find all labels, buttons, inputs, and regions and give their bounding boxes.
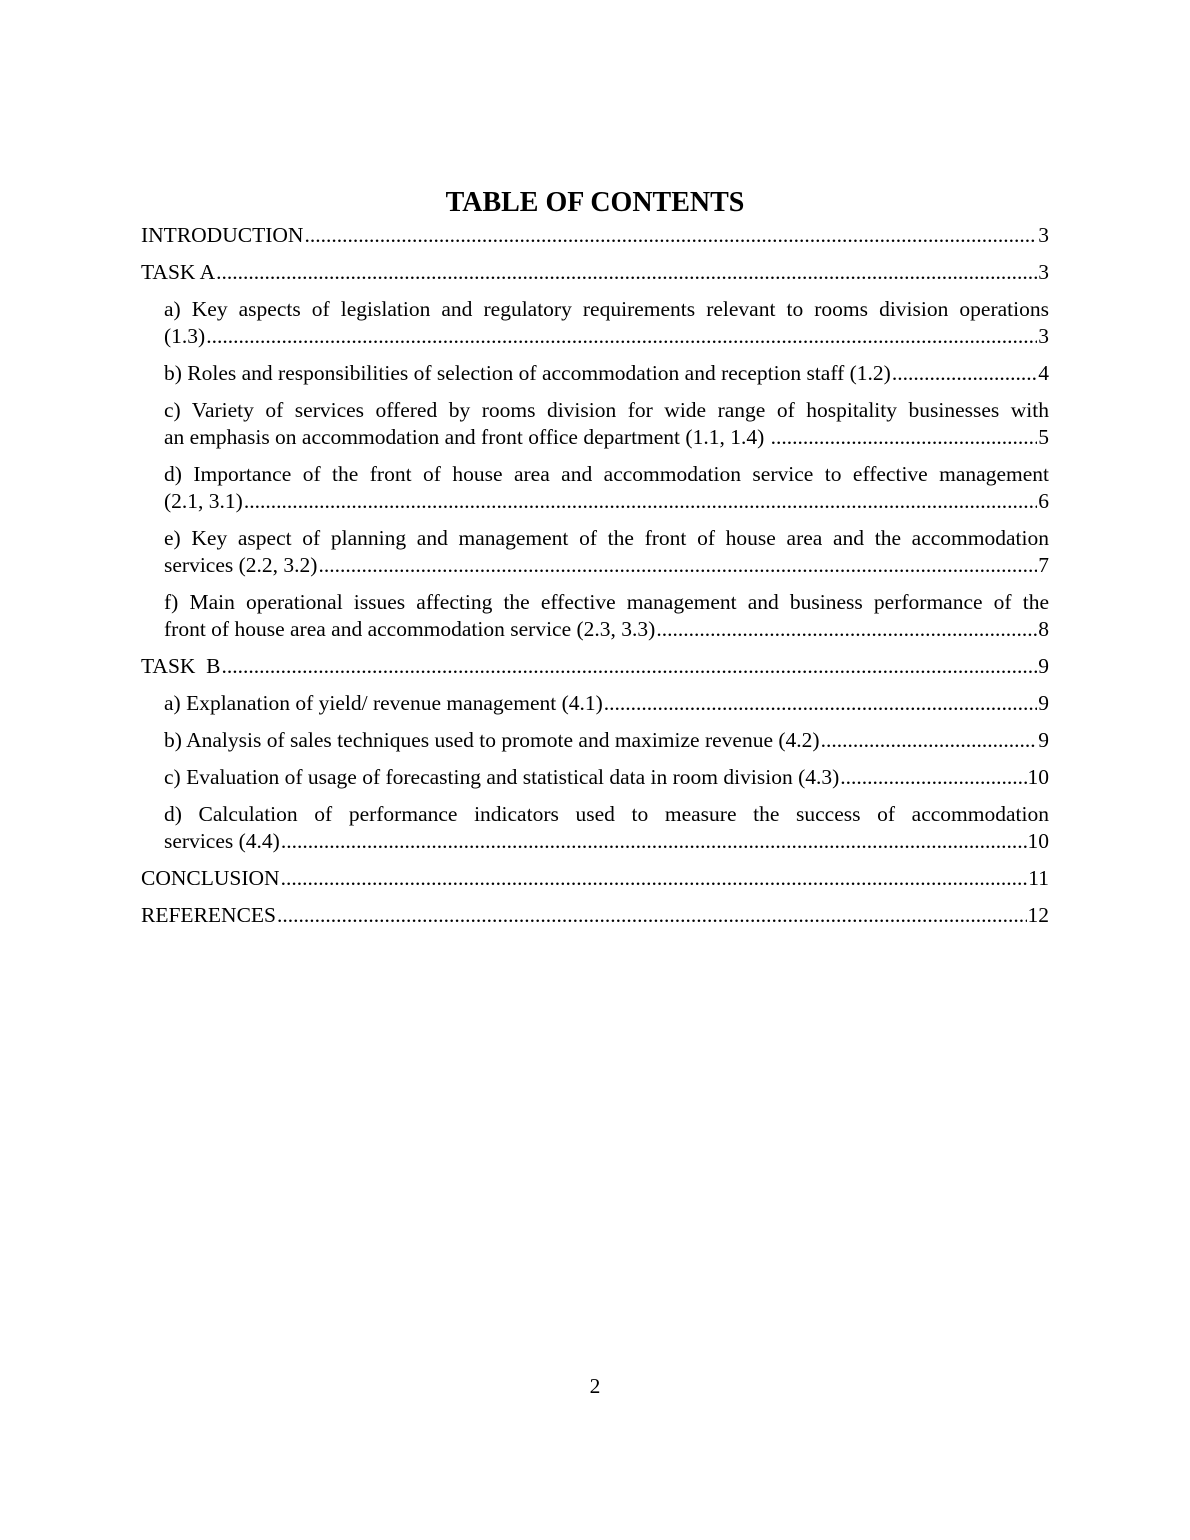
dot-leader [277,902,1027,929]
toc-entry-label: CONCLUSION [141,866,280,890]
toc-entry-page: 12 [1027,903,1049,927]
toc-entry-label: TASK A [141,260,216,284]
toc-entry-task-a-f[interactable] [141,589,1049,643]
dot-leader [244,488,1037,515]
toc-entry-task-b-a[interactable] [141,690,1049,717]
toc-entry-page: 10 [1027,765,1049,789]
toc-entry-page: 9 [1038,654,1049,678]
toc-entry-label: TASK B [141,654,221,678]
toc-entry-task-a-a[interactable] [141,296,1049,350]
toc-entry-page: 4 [1038,361,1049,385]
dot-leader [821,727,1038,754]
toc-entry-label-line1: f) Main operational issues affecting the effective management and business performance of the [164,590,1049,614]
toc-entry-page: 3 [1038,260,1049,284]
toc-entry-label-line1: a) Key aspects of legislation and regulatory requirements relevant to rooms division operations [164,297,1049,321]
toc-entry-page: 8 [1038,617,1049,641]
toc-entry-page: 9 [1038,728,1049,752]
toc-entry-label-line1: d) Calculation of performance indicators used to measure the success of accommodation [164,802,1049,826]
dot-leader [304,222,1037,249]
toc-entry-label: b) Roles and responsibilities of selection of accommodation and reception staff (1.2) [164,361,891,385]
dot-leader [281,865,1028,892]
toc-entry-label-line2: services (2.2, 3.2) [164,553,318,577]
toc-entry-label: a) Explanation of yield/ revenue management (4.1) [164,691,603,715]
toc-entry-page: 6 [1038,489,1049,513]
toc-entry-task-b-d[interactable] [141,801,1049,855]
dot-leader [840,764,1026,791]
toc-entry-task-a-d[interactable] [141,461,1049,515]
toc-entry-label-line1: e) Key aspect of planning and management of the front of house area and the accommodation [164,526,1049,550]
toc-entry-label-line1: d) Importance of the front of house area and accommodation service to effective management [164,462,1049,486]
dot-leader [604,690,1037,717]
toc-entry-task-b-c[interactable] [141,764,1049,791]
toc-entry-task-a-e[interactable] [141,525,1049,579]
toc-entry-task-a-b[interactable] [141,360,1049,387]
toc-entry-task-a[interactable] [141,259,1049,286]
toc-entry-label: INTRODUCTION [141,223,304,247]
toc-entry-page: 3 [1038,223,1049,247]
toc-entry-page: 10 [1027,829,1049,853]
toc-entry-page: 7 [1038,553,1049,577]
dot-leader [216,259,1037,286]
toc-entry-label-line1: c) Variety of services offered by rooms division for wide range of hospitality businesses with [164,398,1049,422]
toc-entry-label-line2: an emphasis on accommodation and front office department (1.1, 1.4) [164,425,770,449]
dot-leader [656,616,1037,643]
toc-entry-task-b-b[interactable] [141,727,1049,754]
toc-entry-page: 9 [1038,691,1049,715]
toc-entry-label-line2: services (4.4) [164,829,280,853]
dot-leader [318,552,1037,579]
dot-leader [281,828,1027,855]
toc-entry-page: 11 [1028,866,1049,890]
dot-leader [222,653,1038,680]
toc-entry-label: c) Evaluation of usage of forecasting and statistical data in room division (4.3) [164,765,840,789]
toc-entry-label-line2: (2.1, 3.1) [164,489,243,513]
dot-leader [892,360,1037,387]
dot-leader [771,424,1038,451]
toc-entry-page: 3 [1038,324,1049,348]
dot-leader [206,323,1037,350]
toc-entry-page: 5 [1038,425,1049,449]
toc-entry-label-line2: (1.3) [164,324,206,348]
table-of-contents [141,222,1049,939]
toc-entry-label-line2: front of house area and accommodation service (2.3, 3.3) [164,617,656,641]
toc-entry-task-a-c[interactable] [141,397,1049,451]
toc-entry-conclusion[interactable] [141,865,1049,892]
toc-title: TABLE OF CONTENTS [445,187,745,218]
toc-entry-references[interactable] [141,902,1049,929]
toc-entry-introduction[interactable] [141,222,1049,249]
toc-entry-task-b[interactable] [141,653,1049,680]
toc-entry-label: b) Analysis of sales techniques used to promote and maximize revenue (4.2) [164,728,820,752]
toc-entry-label: REFERENCES [141,903,276,927]
page-number: 2 [589,1374,601,1398]
